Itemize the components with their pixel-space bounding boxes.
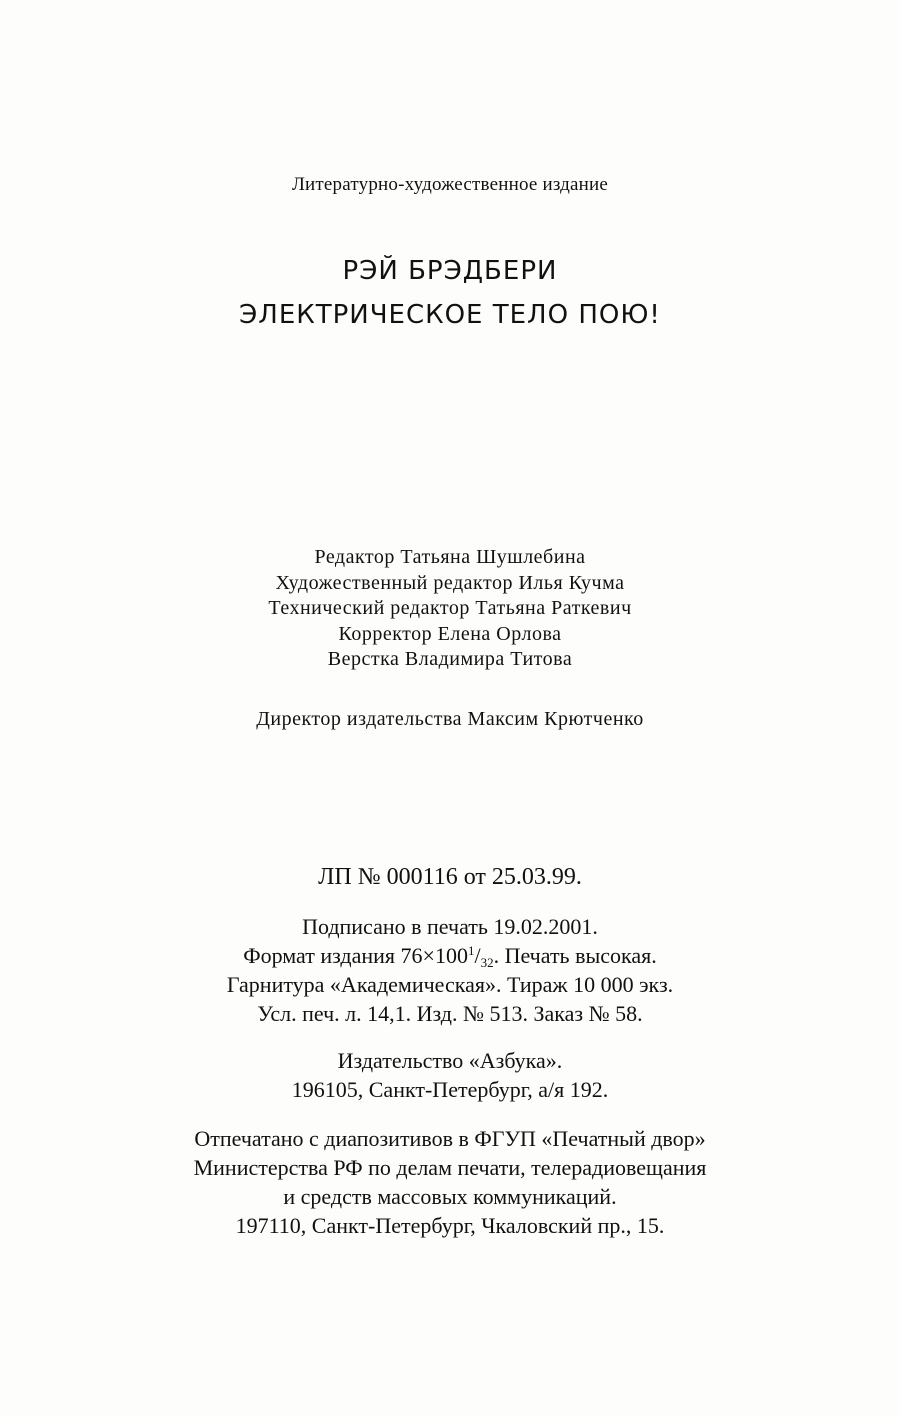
credit-editor: Редактор Татьяна Шушлебина: [314, 546, 586, 568]
credit-layout: Верстка Владимира Титова: [327, 648, 573, 670]
license-line: ЛП № 000116 от 25.03.99.: [318, 864, 582, 890]
format-suffix: . Печать высокая.: [493, 943, 657, 968]
format-slash: /: [474, 943, 481, 968]
sheets-line: Усл. печ. л. 14,1. Изд. № 513. Заказ № 58.: [257, 1001, 643, 1026]
credit-art-editor: Художественный редактор Илья Кучма: [275, 572, 625, 594]
publisher-line: Издательство «Азбука».: [337, 1048, 563, 1073]
credit-proofreader: Корректор Елена Орлова: [338, 623, 562, 645]
format-line: [0, 943, 900, 971]
ministry-continuation: и средств массовых коммуникаций.: [283, 1184, 617, 1209]
format-subscript: 32: [480, 955, 494, 970]
credit-director: Директор издательства Максим Крютченко: [256, 708, 644, 730]
ministry-line: Министерства РФ по делам печати, телерадиовещания: [193, 1155, 707, 1180]
publisher-address: 196105, Санкт-Петербург, а/я 192.: [291, 1077, 609, 1102]
typeface-line: Гарнитура «Академическая». Тираж 10 000 экз.: [226, 972, 674, 997]
signed-line: Подписано в печать 19.02.2001.: [302, 914, 598, 939]
printed-by-line: Отпечатано с диапозитивов в ФГУП «Печатный двор»: [194, 1126, 706, 1151]
genre-line: Литературно-художественное издание: [291, 174, 609, 195]
credit-tech-editor: Технический редактор Татьяна Раткевич: [268, 597, 632, 619]
book-author: РЭЙ БРЭДБЕРИ: [342, 256, 558, 286]
format-superscript: 1: [467, 943, 475, 958]
printer-address: 197110, Санкт-Петербург, Чкаловский пр., 15.: [235, 1213, 665, 1238]
format-prefix: Формат издания 76×100: [243, 943, 468, 968]
book-title: ЭЛЕКТРИЧЕСКОЕ ТЕЛО ПОЮ!: [239, 300, 661, 330]
